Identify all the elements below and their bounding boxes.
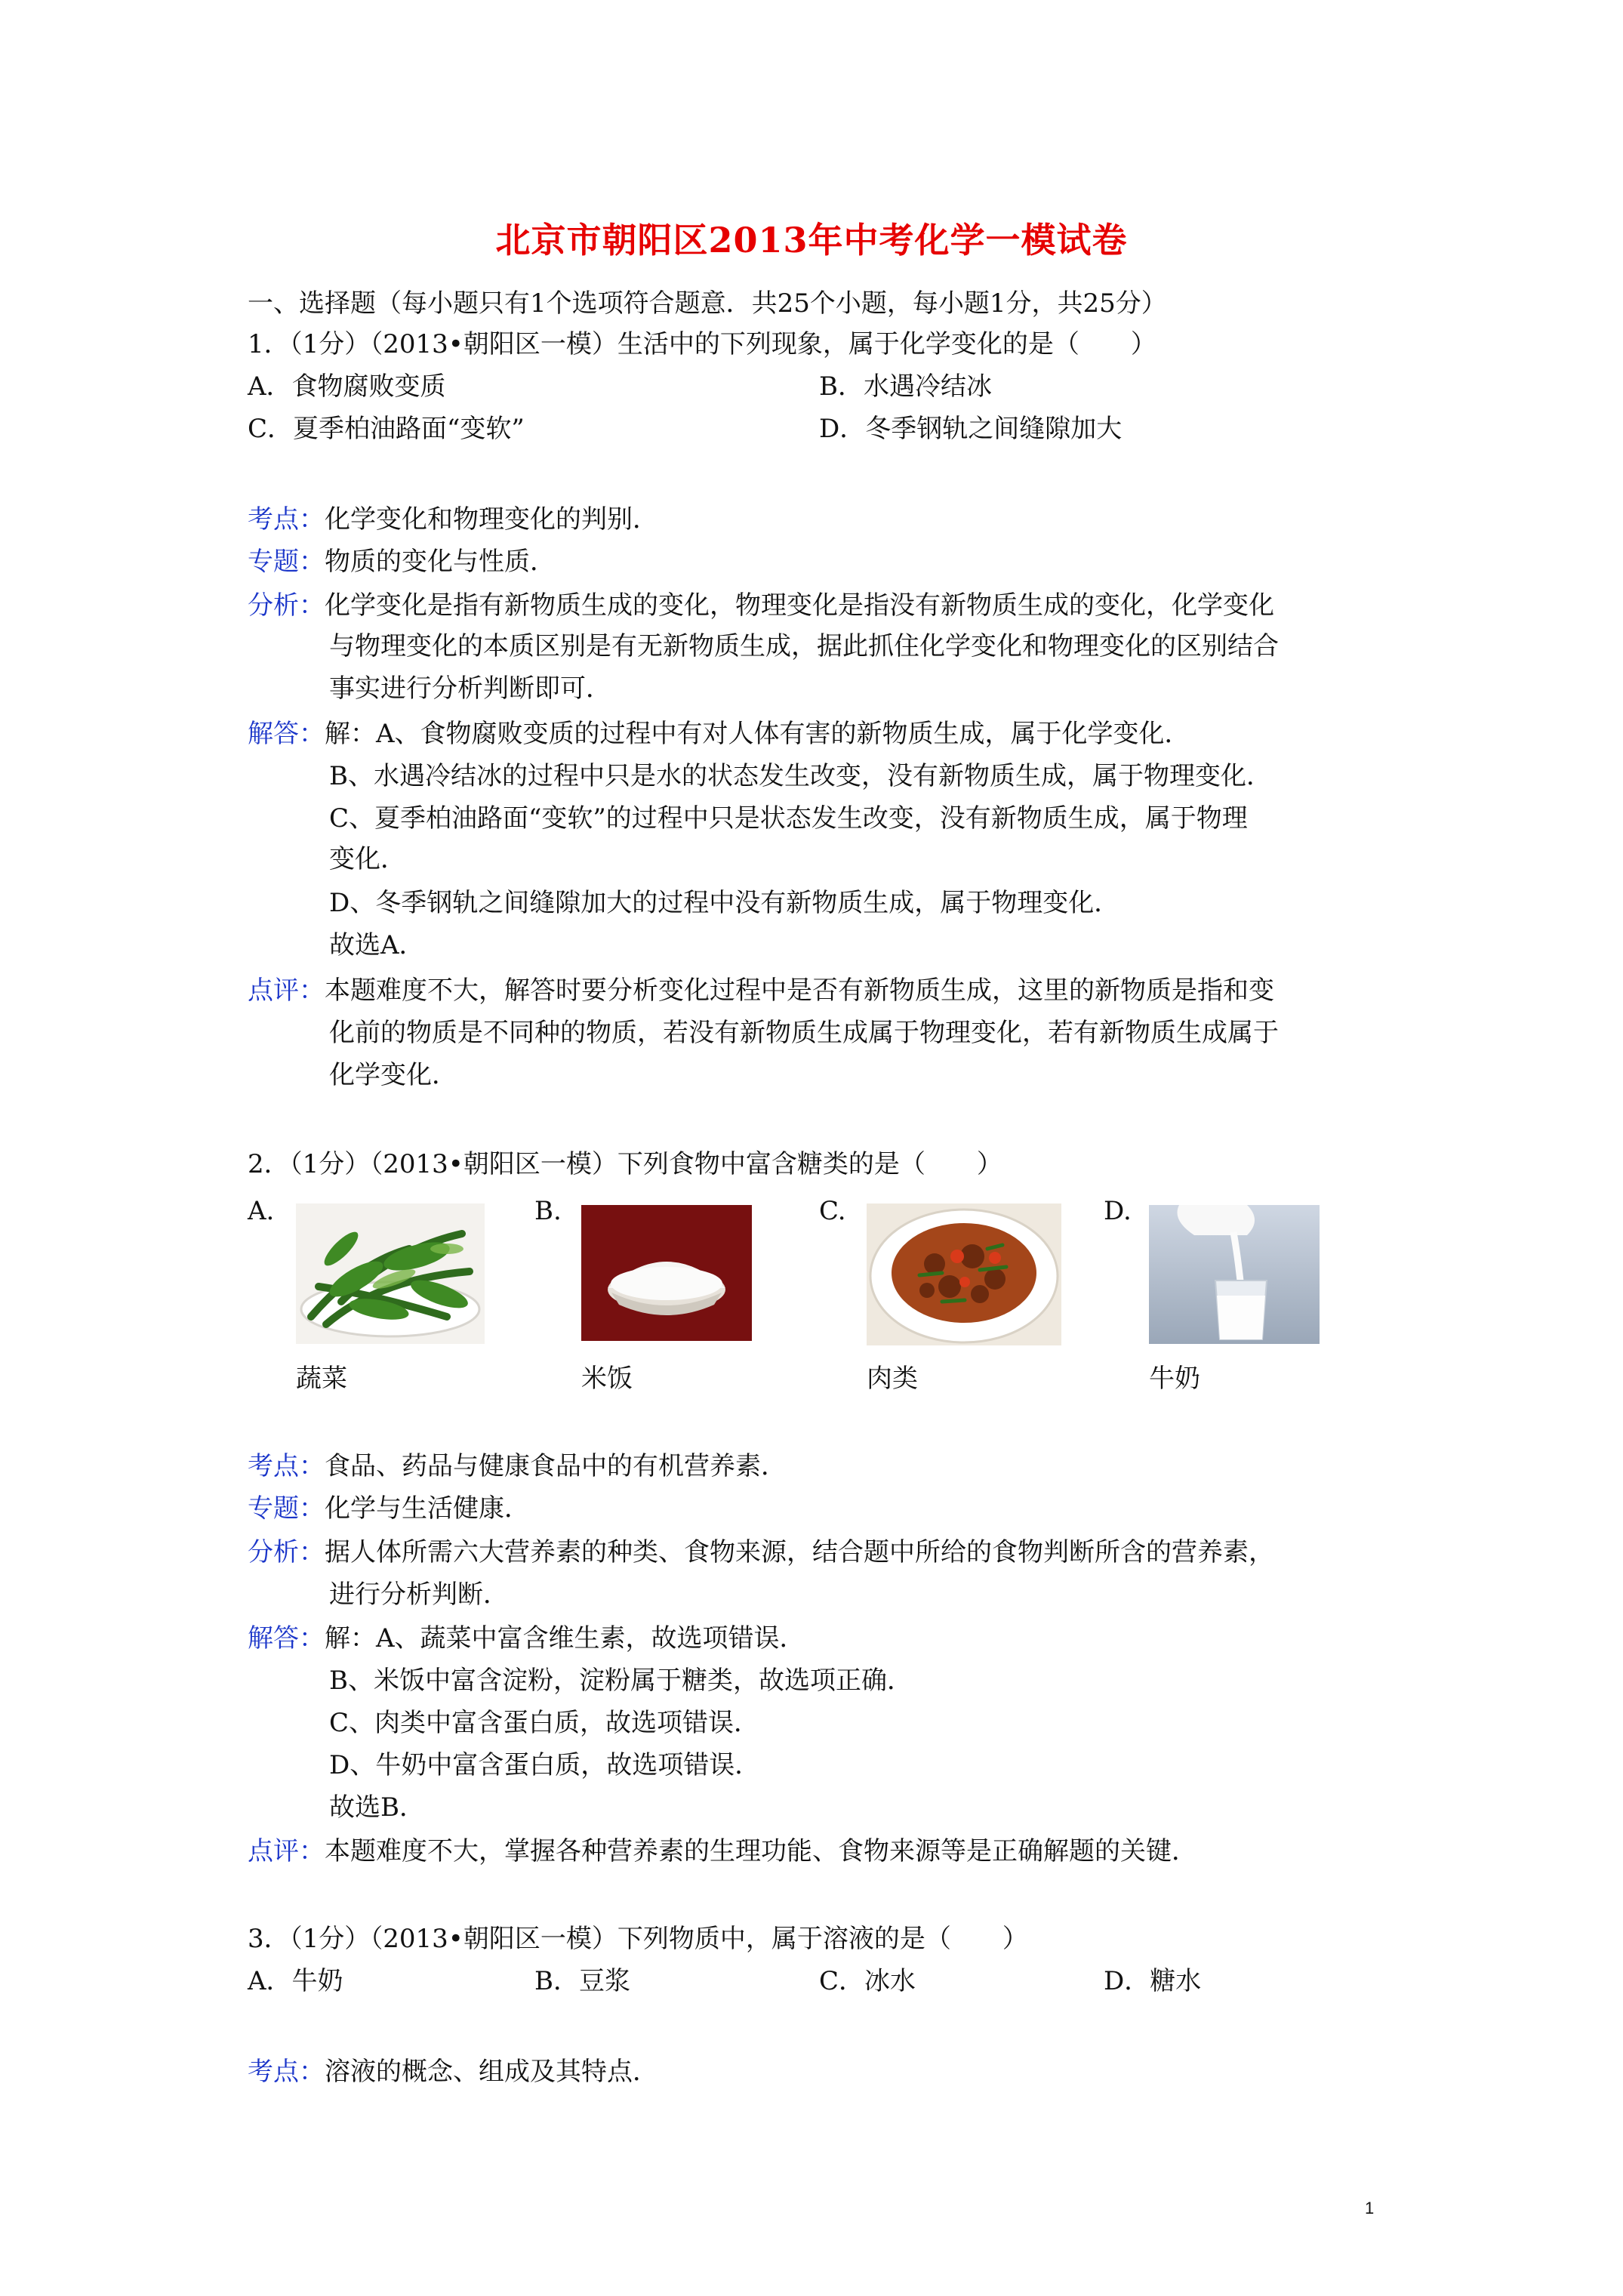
jieda-line: 变化． bbox=[329, 844, 406, 874]
jieda-line: 解：A、蔬菜中富含维生素，故选项错误． bbox=[325, 1623, 805, 1653]
jieda-label: 解答： bbox=[248, 1623, 325, 1653]
zhuanti-text: 物质的变化与性质． bbox=[325, 547, 556, 577]
dianping-line: 化学变化． bbox=[329, 1060, 457, 1090]
q1-jieda bbox=[248, 719, 1190, 749]
dianping-label: 点评： bbox=[248, 1836, 325, 1866]
kaodian-label: 考点： bbox=[248, 2057, 325, 2087]
jieda-line: 解：A、食物腐败变质的过程中有对人体有害的新物质生成，属于化学变化． bbox=[325, 719, 1190, 749]
dianping-line: 本题难度不大，解答时要分析变化过程中是否有新物质生成，这里的新物质是指和变 bbox=[325, 975, 1274, 1006]
caption-meat: 肉类 bbox=[867, 1364, 918, 1394]
q2-option-letter-c: C. bbox=[819, 1196, 846, 1226]
jieda-line: 故选B． bbox=[329, 1792, 425, 1823]
q3-kaodian bbox=[248, 2057, 658, 2087]
caption-milk: 牛奶 bbox=[1149, 1364, 1200, 1394]
caption-vegetable: 蔬菜 bbox=[296, 1364, 347, 1394]
zhuanti-text: 化学与生活健康． bbox=[325, 1493, 530, 1524]
q1-zhuanti bbox=[248, 547, 556, 577]
jieda-line: C、夏季柏油路面“变软”的过程中只是状态发生改变，没有新物质生成，属于物理 bbox=[329, 803, 1248, 834]
section-heading: 一、选择题（每小题只有1个选项符合题意．共25个小题，每小题1分，共25分） bbox=[248, 288, 1167, 319]
q2-kaodian bbox=[248, 1451, 787, 1481]
dianping-line: 本题难度不大，掌握各种营养素的生理功能、食物来源等是正确解题的关键． bbox=[325, 1836, 1197, 1866]
zhuanti-label: 专题： bbox=[248, 547, 325, 577]
q2-option-letter-a: A. bbox=[248, 1196, 275, 1226]
fenxi-line: 与物理变化的本质区别是有无新物质生成，据此抓住化学变化和物理变化的区别结合 bbox=[329, 631, 1279, 661]
q2-option-letter-d: D. bbox=[1104, 1196, 1132, 1226]
jieda-line: B、米饭中富含淀粉，淀粉属于糖类，故选项正确． bbox=[329, 1666, 913, 1696]
q1-dianping bbox=[248, 975, 1274, 1006]
question-1-option-c: C．夏季柏油路面“变软” bbox=[248, 414, 525, 444]
question-1-option-a: A．食物腐败变质 bbox=[248, 371, 446, 402]
jieda-line: B、水遇冷结冰的过程中只是水的状态发生改变，没有新物质生成，属于物理变化． bbox=[329, 761, 1272, 791]
fenxi-line: 事实进行分析判断即可． bbox=[329, 673, 611, 704]
q2-fenxi bbox=[248, 1537, 1274, 1567]
milk-image bbox=[1149, 1205, 1320, 1344]
question-1-option-d: D．冬季钢轨之间缝隙加大 bbox=[819, 414, 1123, 444]
jieda-label: 解答： bbox=[248, 719, 325, 749]
question-2-stem: 2．（1分）（2013•朝阳区一模）下列食物中富含糖类的是（ ） bbox=[248, 1149, 1002, 1179]
q1-kaodian bbox=[248, 504, 658, 535]
question-3-stem: 3．（1分）（2013•朝阳区一模）下列物质中，属于溶液的是（ ） bbox=[248, 1924, 1028, 1954]
dianping-line: 化前的物质是不同种的物质，若没有新物质生成属于物理变化，若有新物质生成属于 bbox=[329, 1018, 1279, 1048]
dianping-label: 点评： bbox=[248, 975, 325, 1006]
question-3-option-c: C．冰水 bbox=[819, 1966, 916, 1996]
kaodian-label: 考点： bbox=[248, 504, 325, 535]
question-3-option-d: D．糖水 bbox=[1104, 1966, 1202, 1996]
kaodian-text: 化学变化和物理变化的判别． bbox=[325, 504, 658, 535]
question-1-stem: 1．（1分）（2013•朝阳区一模）生活中的下列现象，属于化学变化的是（ ） bbox=[248, 329, 1156, 359]
jieda-line: D、冬季钢轨之间缝隙加大的过程中没有新物质生成，属于物理变化． bbox=[329, 888, 1120, 918]
meat-image bbox=[867, 1203, 1061, 1345]
q2-zhuanti bbox=[248, 1493, 530, 1524]
kaodian-text: 溶液的概念、组成及其特点． bbox=[325, 2057, 658, 2087]
q2-option-letter-b: B. bbox=[534, 1196, 562, 1226]
fenxi-line: 进行分析判断． bbox=[329, 1579, 509, 1610]
question-3-option-b: B．豆浆 bbox=[534, 1966, 630, 1996]
rice-image bbox=[581, 1205, 752, 1341]
fenxi-line: 化学变化是指有新物质生成的变化，物理变化是指没有新物质生成的变化，化学变化 bbox=[325, 590, 1274, 621]
kaodian-text: 食品、药品与健康食品中的有机营养素． bbox=[325, 1451, 787, 1481]
q2-jieda bbox=[248, 1623, 805, 1653]
jieda-line: C、肉类中富含蛋白质，故选项错误． bbox=[329, 1708, 760, 1738]
page-number: 1 bbox=[1365, 2199, 1375, 2217]
question-3-option-a: A．牛奶 bbox=[248, 1966, 343, 1996]
page-title: 北京市朝阳区2013年中考化学一模试卷 bbox=[495, 220, 1128, 260]
jieda-line: 故选A． bbox=[329, 930, 425, 960]
fenxi-line: 据人体所需六大营养素的种类、食物来源，结合题中所给的食物判断所含的营养素， bbox=[325, 1537, 1274, 1567]
fenxi-label: 分析： bbox=[248, 1537, 325, 1567]
q2-dianping bbox=[248, 1836, 1197, 1866]
vegetable-image bbox=[296, 1203, 485, 1344]
fenxi-label: 分析： bbox=[248, 590, 325, 621]
caption-rice: 米饭 bbox=[581, 1364, 633, 1394]
kaodian-label: 考点： bbox=[248, 1451, 325, 1481]
jieda-line: D、牛奶中富含蛋白质，故选项错误． bbox=[329, 1750, 761, 1780]
zhuanti-label: 专题： bbox=[248, 1493, 325, 1524]
question-1-option-b: B．水遇冷结冰 bbox=[819, 371, 992, 402]
q1-fenxi bbox=[248, 590, 1274, 621]
